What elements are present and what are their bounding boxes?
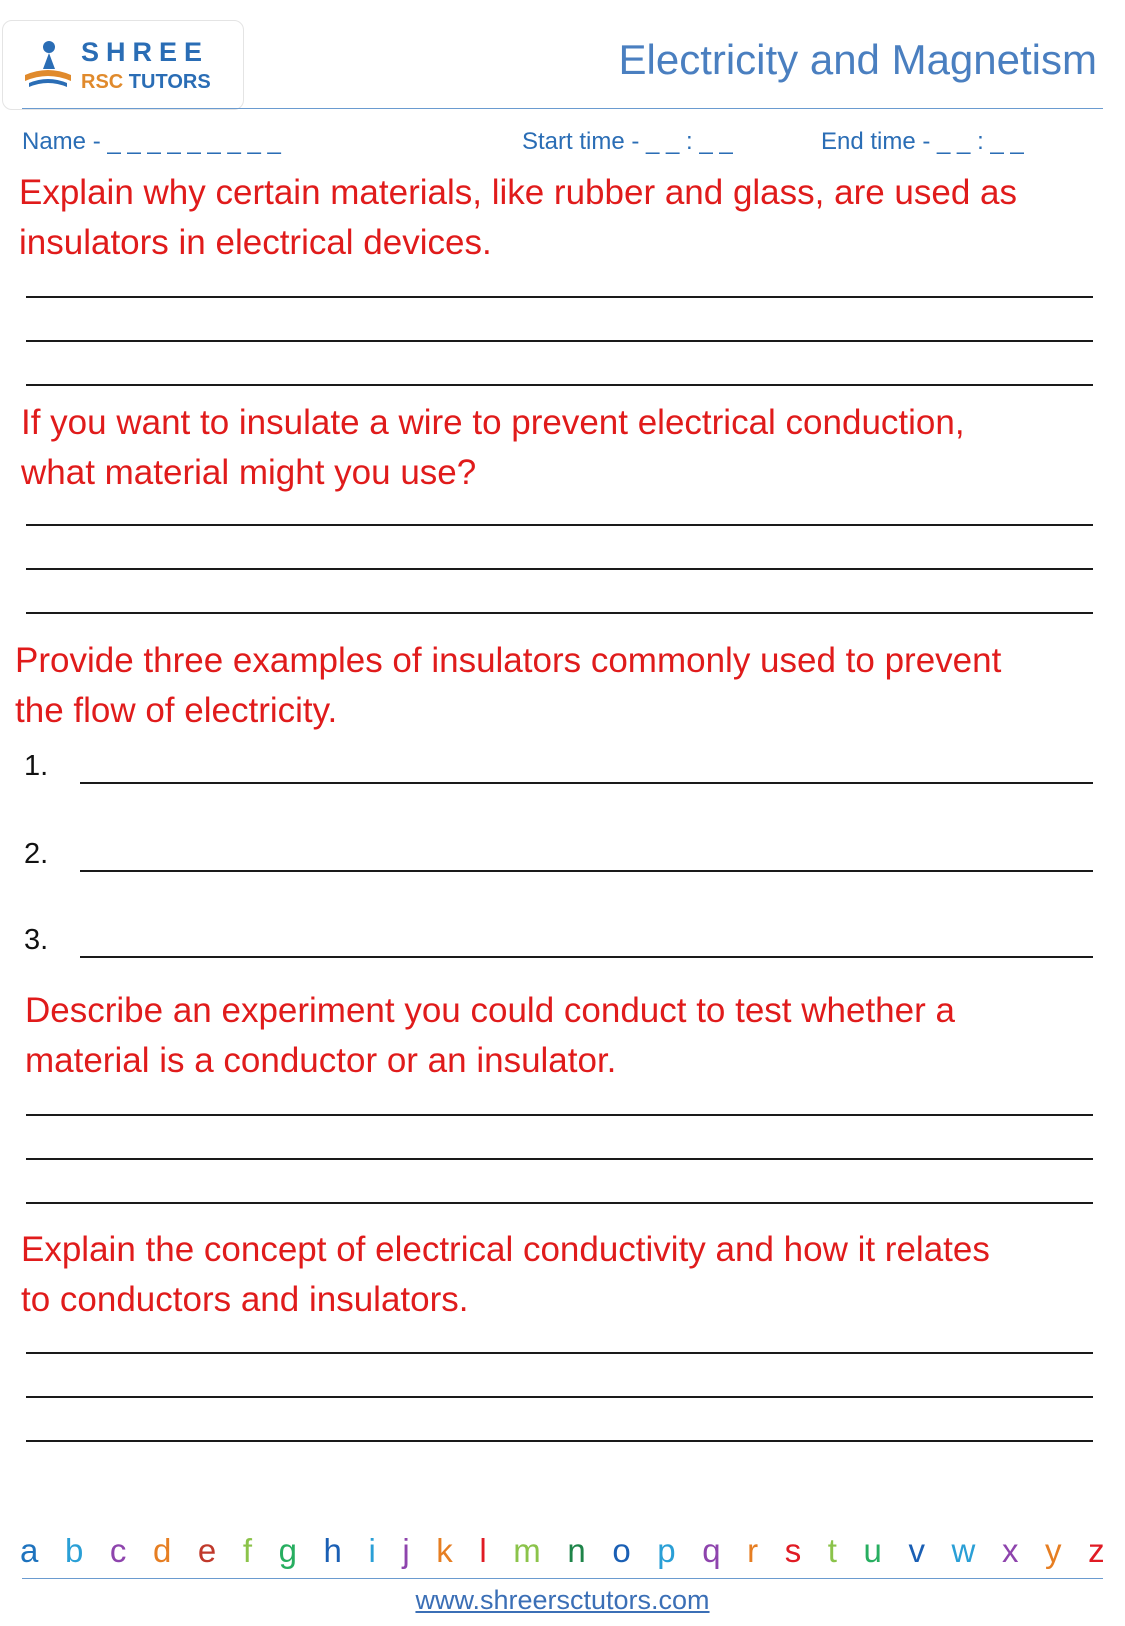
question-4 [25,986,955,1086]
answer-line [26,1202,1093,1204]
answer-line [26,1396,1093,1398]
alphabet-letter-y: y [1045,1532,1062,1569]
alphabet-letter-v: v [908,1532,925,1569]
alphabet-letter-s: s [784,1532,802,1569]
alphabet-letter-n: n [567,1532,586,1569]
alphabet-letter-f: f [242,1532,252,1569]
alphabet-letter-l: l [479,1532,487,1569]
logo-scholar-icon [23,37,73,89]
alphabet-strip [20,1532,1105,1572]
question-1-line-1: Explain why certain materials, like rubber and glass, are used as [19,173,1017,212]
answer-line [26,1158,1093,1160]
answer-line [26,384,1093,386]
alphabet-letter-j: j [402,1532,410,1569]
header-divider [22,108,1103,109]
logo-shree-text: SHREE [81,37,210,67]
question-4-line-1: Describe an experiment you could conduct to test whether a [25,991,955,1030]
alphabet-letter-m: m [513,1532,541,1569]
question-2-line-1: If you want to insulate a wire to prevent electrical conduction, [21,403,965,442]
end-time-field: End time - _ _ : _ _ [821,128,1024,155]
alphabet-letter-o: o [612,1532,631,1569]
numbered-answer-line [80,870,1093,872]
footer-divider [22,1578,1103,1579]
question-3-line-2: the flow of electricity. [15,691,338,730]
answer-line [26,612,1093,614]
footer-website-link[interactable]: www.shreersctutors.com [415,1585,710,1615]
logo [2,20,244,110]
answer-line [26,568,1093,570]
alphabet-letter-p: p [657,1532,676,1569]
numbered-answer-line [80,782,1093,784]
question-1-line-2: insulators in electrical devices. [19,223,492,262]
answer-line [26,296,1093,298]
answer-line [26,1114,1093,1116]
logo-tutors-text: TUTORS [128,71,211,93]
logo-rsc-tutors-text [81,71,211,94]
question-3-line-1: Provide three examples of insulators commonly used to prevent [15,641,1002,680]
list-number-2: 2. [24,838,49,870]
numbered-answer-line [80,956,1093,958]
alphabet-letter-c: c [109,1532,127,1569]
list-number-1: 1. [24,750,49,782]
question-2-line-2: what material might you use? [21,453,477,492]
question-5 [21,1225,990,1325]
start-time-field: Start time - _ _ : _ _ [522,128,733,155]
list-number-3: 3. [24,924,49,956]
alphabet-letter-x: x [1001,1532,1019,1569]
alphabet-letter-z: z [1088,1532,1105,1569]
alphabet-letter-w: w [951,1532,976,1569]
answer-line [26,340,1093,342]
question-4-line-2: material is a conductor or an insulator. [25,1041,617,1080]
alphabet-letter-h: h [323,1532,342,1569]
question-2 [21,398,965,498]
question-1 [19,168,1017,268]
answer-line [26,1440,1093,1442]
alphabet-letter-r: r [747,1532,759,1569]
alphabet-letter-k: k [436,1532,453,1569]
page-title: Electricity and Magnetism [618,36,1097,83]
alphabet-letter-e: e [197,1532,217,1569]
alphabet-letter-u: u [863,1532,882,1569]
answer-line [26,1352,1093,1354]
alphabet-letter-b: b [64,1532,84,1569]
alphabet-letter-d: d [152,1532,172,1569]
alphabet-letter-g: g [278,1532,297,1569]
alphabet-letter-t: t [827,1532,837,1569]
question-5-line-2: to conductors and insulators. [21,1280,469,1319]
question-3 [15,636,1001,736]
answer-line [26,524,1093,526]
alphabet-letter-q: q [702,1532,721,1569]
alphabet-letter-a: a [20,1532,39,1569]
logo-rsc-text: RSC [81,71,124,93]
name-field: Name - _ _ _ _ _ _ _ _ _ [22,128,281,155]
question-5-line-1: Explain the concept of electrical conductivity and how it relates [21,1230,990,1269]
alphabet-letter-i: i [368,1532,376,1569]
